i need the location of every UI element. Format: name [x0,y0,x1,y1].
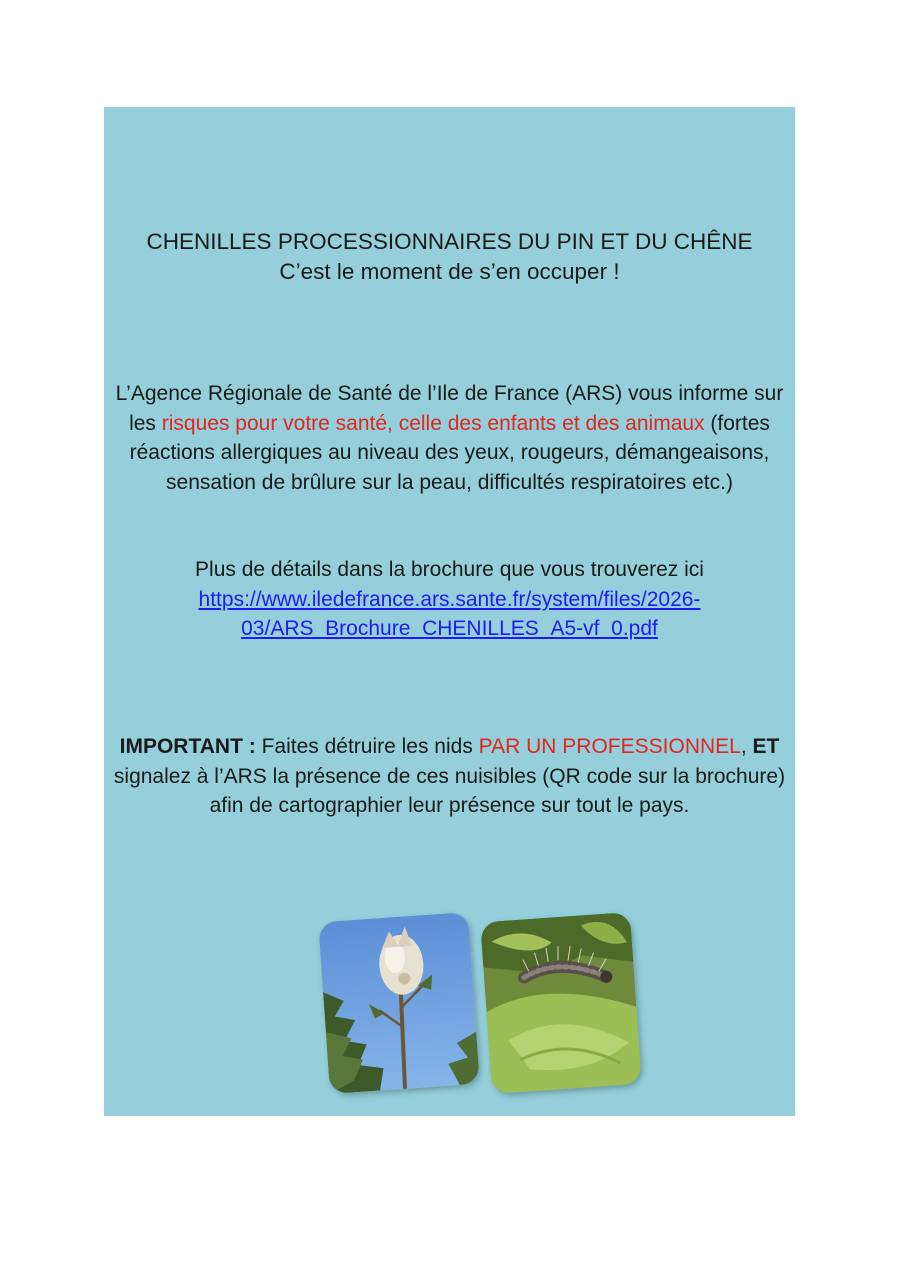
caterpillar-photo [480,912,642,1094]
important-comma: , [740,735,753,758]
nest-photo [318,912,480,1094]
page-title [104,227,795,287]
flyer-panel [104,107,795,1116]
important-line-1 [104,732,795,762]
professional-highlight: PAR UN PROFESSIONNEL [478,735,741,758]
important-label: IMPORTANT : [119,735,256,758]
important-paragraph [104,732,795,821]
details-text: Plus de détails dans la brochure que vous trouverez ici [195,558,704,581]
important-text-1: Faites détruire les nids [255,735,479,758]
health-risk-highlight: risques pour votre santé, celle des enfants et des animaux [161,411,705,435]
important-line-2: signalez à l’ARS la présence de ces nuisibles (QR code sur la brochure) [113,764,786,788]
subtitle-text: C’est le moment de s’en occuper ! [279,259,620,284]
important-line-3: afin de cartographier leur présence sur tout le pays. [209,794,690,817]
intro-line-4: sensation de brûlure sur la peau, difficultés respiratoires etc.) [166,470,733,494]
brochure-link-line-2[interactable]: 03/ARS_Brochure_CHENILLES_A5-vf_0.pdf [241,617,658,640]
intro-line-1: L’Agence Régionale de Santé de l’Ile de France (ARS) vous informe sur [115,382,784,405]
details-paragraph [104,555,795,644]
title-text: CHENILLES PROCESSIONNAIRES DU PIN ET DU CHÊNE [146,229,753,254]
intro-line-2-suffix: (fortes [704,411,770,435]
important-et: ET [752,735,780,758]
brochure-link-line-1[interactable]: https://www.iledefrance.ars.sante.fr/system/files/2026- [198,587,701,611]
intro-line-2-prefix: les [129,411,162,435]
intro-line-2 [104,409,795,439]
intro-paragraph [104,379,795,497]
intro-line-3: réactions allergiques au niveau des yeux, rougeurs, démangeaisons, [129,441,770,464]
